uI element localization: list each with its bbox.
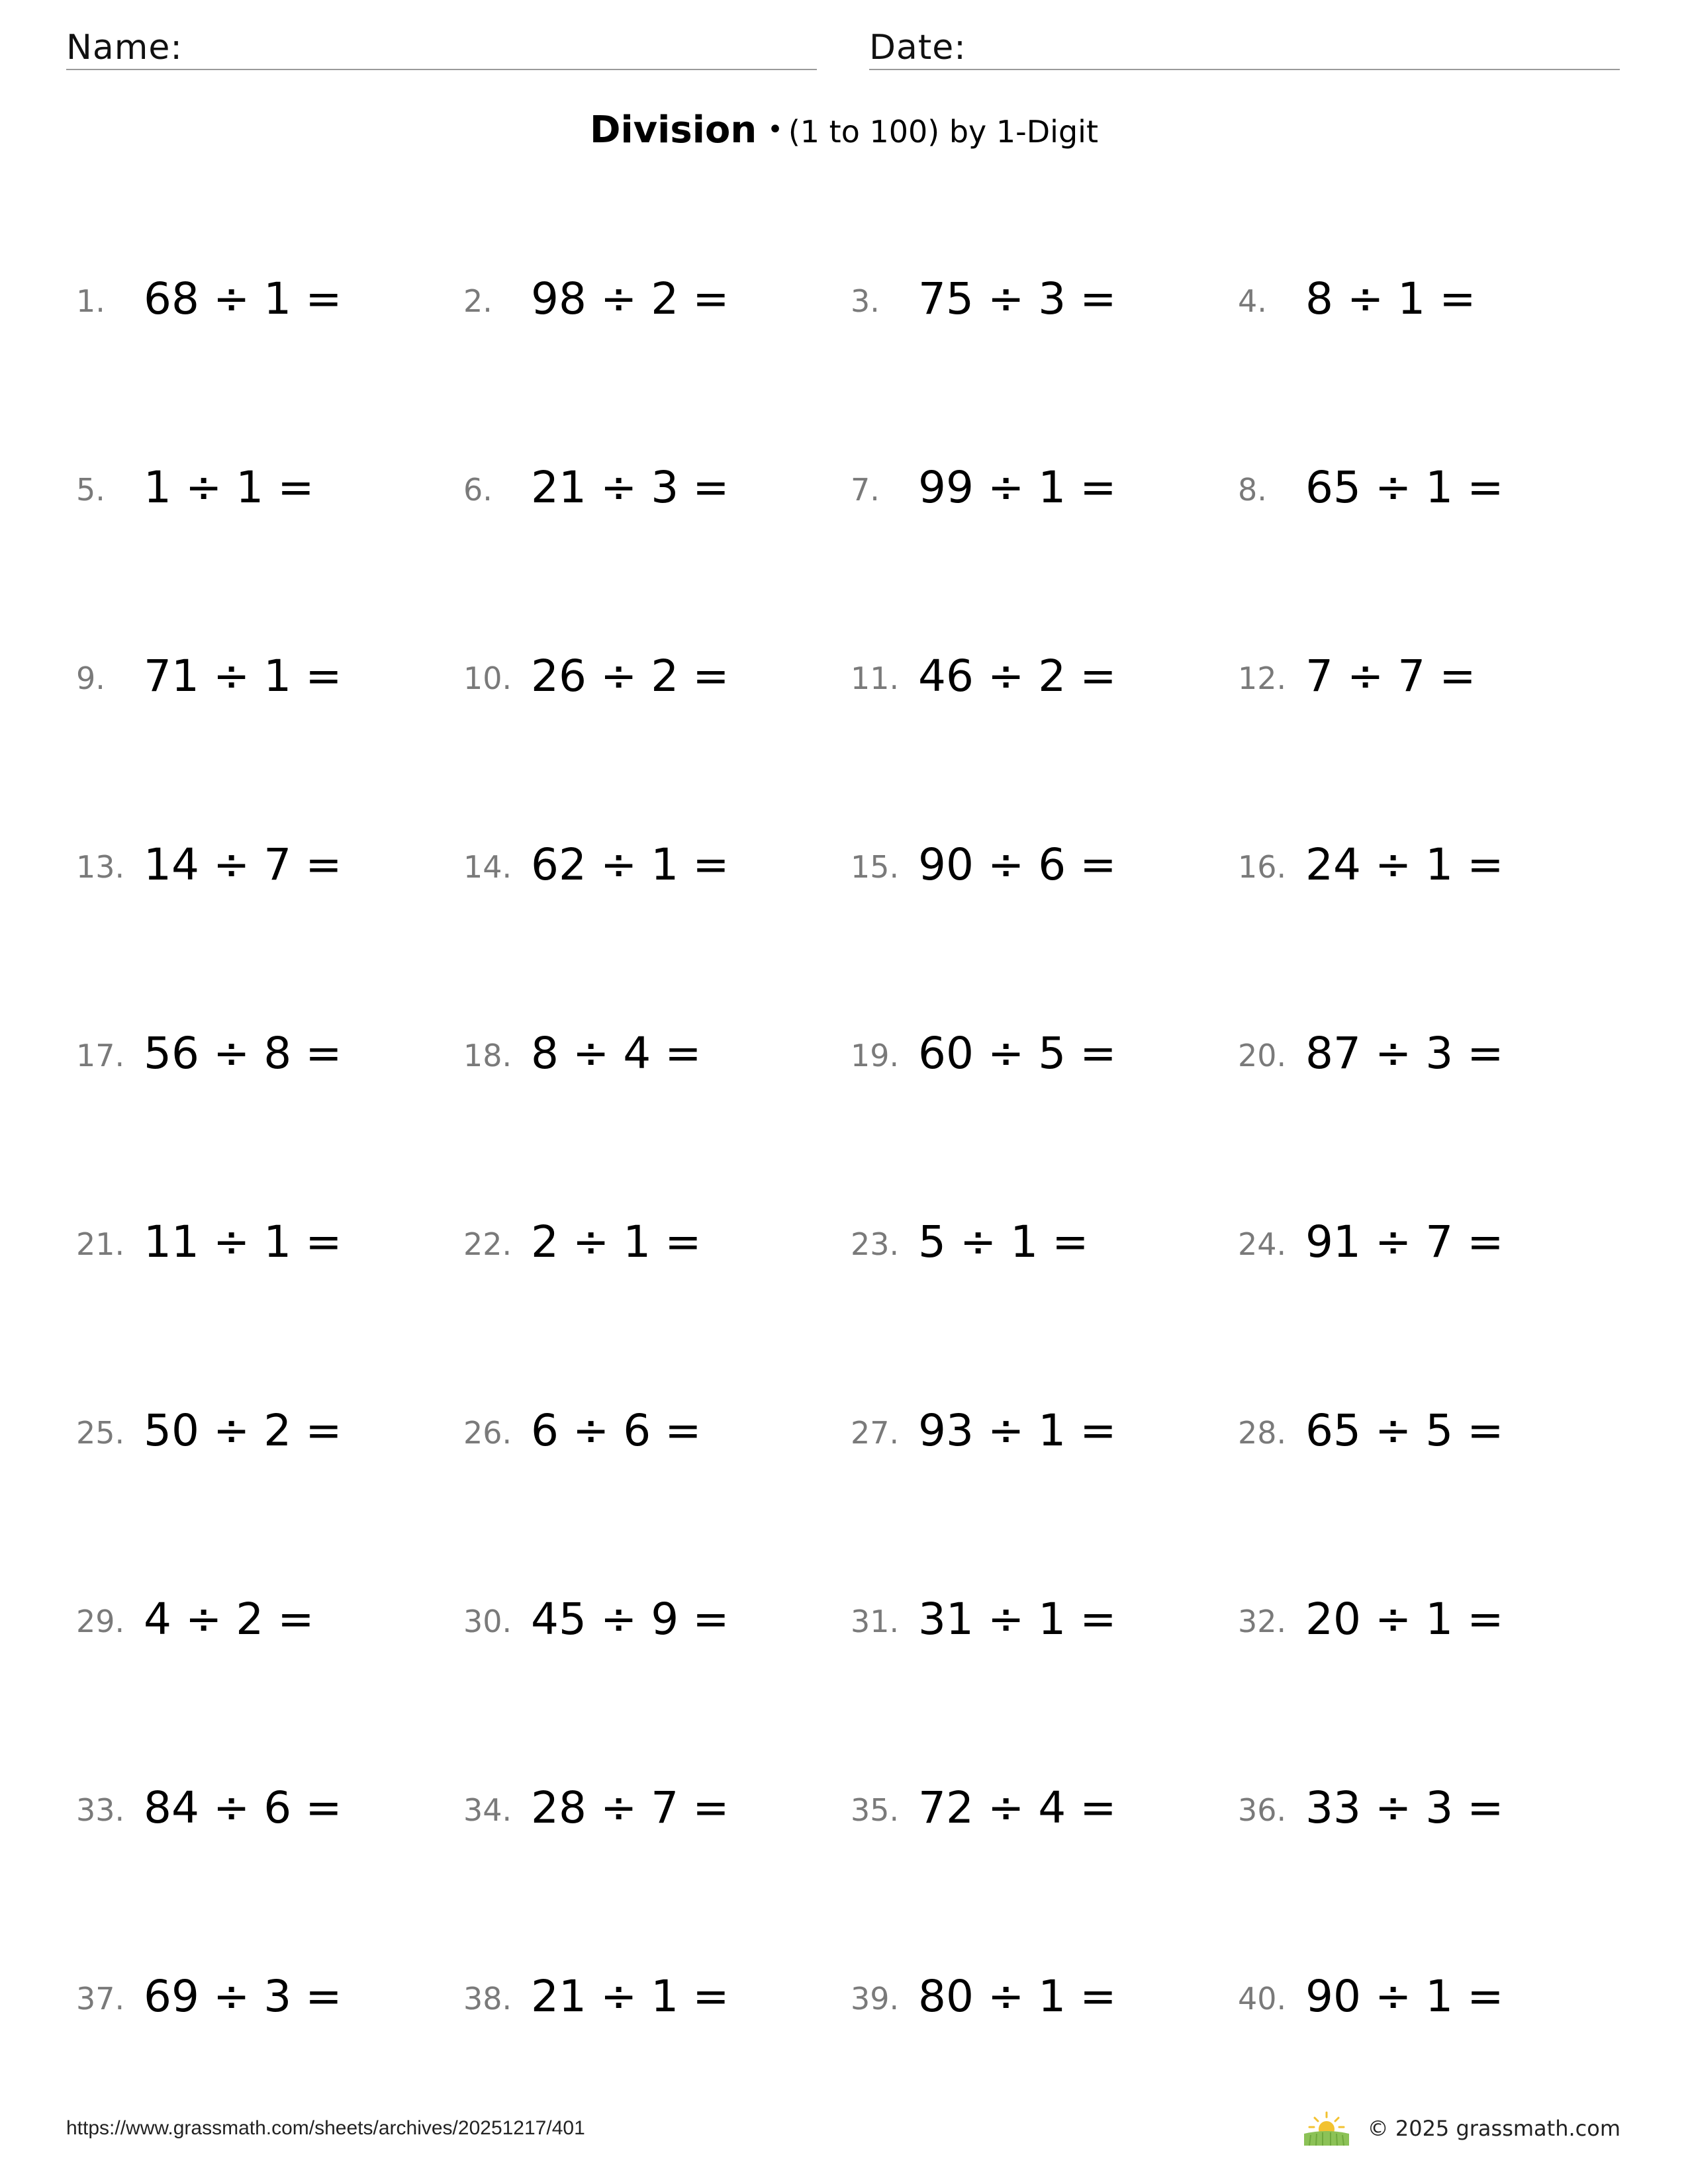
- problem-expression: 80 ÷ 1 =: [918, 1971, 1117, 2022]
- problem-item: [1238, 831, 1609, 897]
- problem-number: 6.: [463, 472, 492, 508]
- problem-item: [76, 453, 447, 520]
- problem-number: 27.: [851, 1415, 900, 1451]
- problem-number: 34.: [463, 1792, 512, 1828]
- problem-item: [463, 1019, 834, 1085]
- problem-number: 29.: [76, 1604, 125, 1639]
- problem-item: [76, 1962, 447, 2028]
- problem-item: [463, 453, 834, 520]
- problem-number: 24.: [1238, 1226, 1287, 1262]
- copyright-text: © 2025 grassmath.com: [1367, 2116, 1620, 2141]
- problem-number: 5.: [76, 472, 105, 508]
- problem-expression: 5 ÷ 1 =: [918, 1216, 1089, 1267]
- problem-item: [851, 1774, 1221, 1840]
- name-label: Name:: [66, 28, 183, 68]
- problem-expression: 62 ÷ 1 =: [531, 839, 729, 890]
- problem-item: [851, 1208, 1221, 1274]
- title-main: Division: [590, 109, 757, 152]
- problem-item: [76, 1019, 447, 1085]
- problem-number: 11.: [851, 660, 900, 696]
- problem-item: [851, 1962, 1221, 2028]
- problem-expression: 65 ÷ 5 =: [1305, 1405, 1504, 1456]
- footer-url[interactable]: https://www.grassmath.com/sheets/archives/20251217/401: [66, 2117, 585, 2139]
- problem-item: [76, 1585, 447, 1651]
- problem-number: 8.: [1238, 472, 1267, 508]
- problem-item: [463, 642, 834, 708]
- problem-number: 36.: [1238, 1792, 1287, 1828]
- problem-expression: 31 ÷ 1 =: [918, 1594, 1117, 1645]
- sun-over-grass-icon: [1304, 2111, 1349, 2146]
- problem-number: 37.: [76, 1981, 125, 2017]
- problem-expression: 21 ÷ 3 =: [531, 462, 729, 513]
- problem-expression: 93 ÷ 1 =: [918, 1405, 1117, 1456]
- problem-expression: 75 ÷ 3 =: [918, 273, 1117, 324]
- problem-number: 30.: [463, 1604, 512, 1639]
- problem-item: [463, 1585, 834, 1651]
- problem-expression: 69 ÷ 3 =: [144, 1971, 342, 2022]
- problem-expression: 6 ÷ 6 =: [531, 1405, 702, 1456]
- problem-expression: 65 ÷ 1 =: [1305, 462, 1504, 513]
- title-subtitle: (1 to 100) by 1-Digit: [788, 114, 1098, 150]
- problem-expression: 1 ÷ 1 =: [144, 462, 314, 513]
- problem-number: 9.: [76, 660, 105, 696]
- problem-number: 38.: [463, 1981, 512, 2017]
- problem-item: [463, 1208, 834, 1274]
- problem-expression: 68 ÷ 1 =: [144, 273, 342, 324]
- problem-number: 10.: [463, 660, 512, 696]
- problem-number: 25.: [76, 1415, 125, 1451]
- problem-expression: 8 ÷ 1 =: [1305, 273, 1476, 324]
- problem-number: 2.: [463, 283, 492, 319]
- date-field[interactable]: [869, 25, 1620, 70]
- problem-item: [851, 1019, 1221, 1085]
- problem-number: 22.: [463, 1226, 512, 1262]
- problem-expression: 33 ÷ 3 =: [1305, 1782, 1504, 1833]
- problem-item: [851, 1585, 1221, 1651]
- problem-expression: 60 ÷ 5 =: [918, 1028, 1117, 1079]
- worksheet-title: [0, 106, 1688, 163]
- problem-expression: 2 ÷ 1 =: [531, 1216, 702, 1267]
- problem-expression: 26 ÷ 2 =: [531, 651, 729, 702]
- problem-item: [851, 265, 1221, 331]
- problem-item: [463, 265, 834, 331]
- problem-expression: 71 ÷ 1 =: [144, 651, 342, 702]
- problem-item: [1238, 642, 1609, 708]
- problem-number: 1.: [76, 283, 105, 319]
- problem-number: 32.: [1238, 1604, 1287, 1639]
- problem-expression: 91 ÷ 7 =: [1305, 1216, 1504, 1267]
- problem-item: [1238, 1396, 1609, 1463]
- problem-item: [1238, 265, 1609, 331]
- problem-number: 14.: [463, 849, 512, 885]
- problem-item: [1238, 1208, 1609, 1274]
- problem-number: 35.: [851, 1792, 900, 1828]
- problem-number: 4.: [1238, 283, 1267, 319]
- problem-number: 28.: [1238, 1415, 1287, 1451]
- problem-item: [1238, 1585, 1609, 1651]
- problem-item: [76, 1396, 447, 1463]
- problem-expression: 90 ÷ 1 =: [1305, 1971, 1504, 2022]
- problem-item: [463, 1774, 834, 1840]
- problem-number: 26.: [463, 1415, 512, 1451]
- problem-number: 15.: [851, 849, 900, 885]
- problem-expression: 14 ÷ 7 =: [144, 839, 342, 890]
- problem-number: 23.: [851, 1226, 900, 1262]
- problem-expression: 4 ÷ 2 =: [144, 1594, 314, 1645]
- problem-number: 20.: [1238, 1038, 1287, 1073]
- problem-number: 3.: [851, 283, 880, 319]
- problem-expression: 20 ÷ 1 =: [1305, 1594, 1504, 1645]
- problem-number: 39.: [851, 1981, 900, 2017]
- problem-number: 16.: [1238, 849, 1287, 885]
- problem-number: 19.: [851, 1038, 900, 1073]
- problem-expression: 87 ÷ 3 =: [1305, 1028, 1504, 1079]
- problem-item: [76, 642, 447, 708]
- problem-expression: 7 ÷ 7 =: [1305, 651, 1476, 702]
- name-field[interactable]: [66, 25, 817, 70]
- problem-item: [1238, 453, 1609, 520]
- problem-expression: 46 ÷ 2 =: [918, 651, 1117, 702]
- problem-expression: 84 ÷ 6 =: [144, 1782, 342, 1833]
- problem-expression: 98 ÷ 2 =: [531, 273, 729, 324]
- title-separator: •: [767, 114, 783, 145]
- problem-number: 21.: [76, 1226, 125, 1262]
- problem-expression: 21 ÷ 1 =: [531, 1971, 729, 2022]
- problem-item: [463, 1396, 834, 1463]
- problem-number: 18.: [463, 1038, 512, 1073]
- problem-item: [463, 831, 834, 897]
- problem-item: [851, 453, 1221, 520]
- problem-expression: 90 ÷ 6 =: [918, 839, 1117, 890]
- problem-item: [851, 1396, 1221, 1463]
- problem-item: [1238, 1019, 1609, 1085]
- problem-number: 33.: [76, 1792, 125, 1828]
- problem-expression: 72 ÷ 4 =: [918, 1782, 1117, 1833]
- problem-item: [851, 831, 1221, 897]
- problem-expression: 45 ÷ 9 =: [531, 1594, 729, 1645]
- problem-item: [76, 1774, 447, 1840]
- problem-number: 7.: [851, 472, 880, 508]
- problem-number: 31.: [851, 1604, 900, 1639]
- problem-item: [1238, 1774, 1609, 1840]
- problem-number: 13.: [76, 849, 125, 885]
- problem-expression: 24 ÷ 1 =: [1305, 839, 1504, 890]
- problem-expression: 99 ÷ 1 =: [918, 462, 1117, 513]
- problem-item: [1238, 1962, 1609, 2028]
- problem-number: 12.: [1238, 660, 1287, 696]
- problem-item: [851, 642, 1221, 708]
- problem-expression: 11 ÷ 1 =: [144, 1216, 342, 1267]
- problem-item: [463, 1962, 834, 2028]
- footer-brand: [1304, 2110, 1620, 2147]
- problem-expression: 56 ÷ 8 =: [144, 1028, 342, 1079]
- problem-expression: 50 ÷ 2 =: [144, 1405, 342, 1456]
- problem-number: 17.: [76, 1038, 125, 1073]
- problem-number: 40.: [1238, 1981, 1287, 2017]
- problem-expression: 28 ÷ 7 =: [531, 1782, 729, 1833]
- problem-expression: 8 ÷ 4 =: [531, 1028, 702, 1079]
- problem-item: [76, 1208, 447, 1274]
- problem-item: [76, 831, 447, 897]
- problem-item: [76, 265, 447, 331]
- date-label: Date:: [869, 28, 966, 68]
